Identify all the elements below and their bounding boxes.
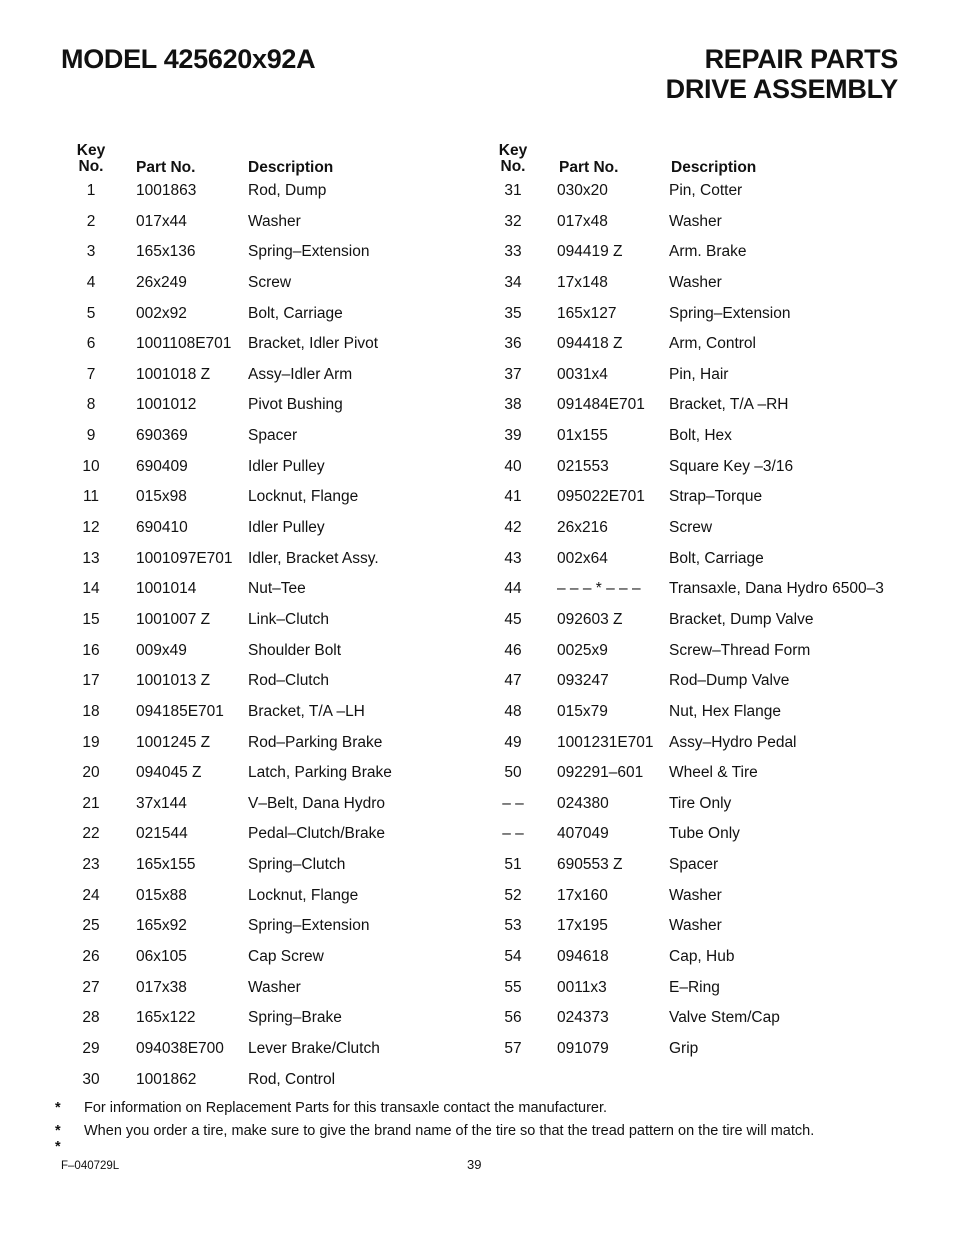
key-no-cell: 39 (504, 427, 522, 445)
description-cell: Locknut, Flange (248, 886, 359, 904)
description-cell: Washer (669, 886, 722, 904)
part-no-cell: 009x49 (136, 641, 187, 659)
table-row (492, 238, 912, 269)
description-cell: Pivot Bushing (248, 396, 343, 414)
table-row (70, 974, 470, 1005)
table-row (492, 637, 912, 668)
key-no-cell: 29 (82, 1039, 100, 1057)
part-no-cell: 017x44 (136, 212, 187, 230)
key-no-cell: – – (502, 825, 524, 843)
part-no-cell: 690410 (136, 519, 188, 537)
part-no-cell: 690369 (136, 427, 188, 445)
part-no-cell: 0011x3 (557, 978, 607, 996)
description-cell: Pin, Cotter (669, 182, 743, 199)
table-header-left (70, 143, 470, 177)
table-row (492, 729, 912, 760)
description-cell: Bracket, T/A –RH (669, 396, 789, 414)
part-no-cell: 17x195 (557, 917, 608, 935)
table-row (70, 514, 470, 545)
part-no-cell: 26x216 (557, 519, 608, 537)
description-cell: Transaxle, Dana Hydro 6500–3 (669, 580, 884, 598)
table-row (492, 667, 912, 698)
description-cell: Spring–Extension (669, 304, 791, 322)
part-no-cell: 17x148 (557, 273, 608, 291)
description-cell: Washer (669, 917, 722, 935)
description-cell: Square Key –3/16 (669, 457, 794, 475)
key-no-cell: 45 (504, 610, 522, 628)
key-no-cell: 7 (86, 365, 96, 383)
rows-left (70, 177, 470, 1096)
description-cell: Bracket, Idler Pivot (248, 335, 379, 353)
key-no-cell: 17 (82, 672, 100, 690)
description-cell: Spacer (669, 856, 719, 874)
table-row (492, 330, 912, 361)
table-row (492, 269, 912, 300)
description-cell: Tube Only (669, 825, 740, 843)
table-row (70, 851, 470, 882)
table-row (492, 177, 912, 208)
part-no-cell: 091079 (557, 1039, 609, 1057)
description-cell: Bolt, Carriage (248, 304, 343, 322)
key-no-cell: 24 (82, 886, 100, 904)
key-no-cell: 42 (504, 519, 522, 537)
table-row (70, 820, 470, 851)
table-row (70, 943, 470, 974)
table-row (492, 882, 912, 913)
part-no-cell: – – – * – – – (557, 580, 641, 598)
part-no-cell: 1001013 Z (136, 672, 211, 690)
part-no-cell: 094419 Z (557, 243, 623, 261)
description-cell: Lever Brake/Clutch (248, 1039, 380, 1057)
part-no-cell: 17x160 (557, 886, 608, 904)
part-no-cell: 1001018 Z (136, 365, 211, 383)
key-no-cell: 1 (86, 182, 96, 199)
table-row (70, 177, 470, 208)
description-cell: Nut, Hex Flange (669, 702, 781, 720)
key-no-cell: 11 (82, 488, 100, 506)
table-header-right (492, 143, 912, 177)
key-no-cell: 43 (504, 549, 522, 567)
description-cell: Valve Stem/Cap (669, 1009, 780, 1027)
table-row (492, 453, 912, 484)
table-row (70, 330, 470, 361)
description-cell: V–Belt, Dana Hydro (248, 794, 385, 812)
footnote-mark: * (55, 1100, 61, 1116)
key-no-header (70, 143, 112, 175)
key-no-cell: 47 (504, 672, 522, 690)
table-row (70, 790, 470, 821)
footnote-text: When you order a tire, make sure to give the brand name of the tire so that the tread pattern on the tire will match. (84, 1123, 815, 1139)
key-no-cell: 18 (82, 702, 100, 720)
part-no-cell: 094045 Z (136, 764, 202, 782)
part-no-cell: 1001007 Z (136, 610, 211, 628)
table-row (70, 391, 470, 422)
table-row (492, 575, 912, 606)
part-no-cell: 002x92 (136, 304, 187, 322)
key-no-cell: 33 (504, 243, 522, 261)
page-number: 39 (467, 1157, 482, 1172)
description-cell: Rod–Parking Brake (248, 733, 383, 751)
part-no-cell: 091484E701 (557, 396, 645, 414)
part-no-cell: 002x64 (557, 549, 608, 567)
part-no-header: Part No. (136, 159, 196, 176)
key-header-line1: Key (76, 142, 106, 159)
section-title-line2: DRIVE ASSEMBLY (665, 74, 898, 104)
key-no-cell: 52 (504, 886, 522, 904)
part-no-cell: 0031x4 (557, 365, 608, 383)
part-no-cell: 01x155 (557, 427, 608, 445)
table-row (492, 698, 912, 729)
table-row (492, 483, 912, 514)
table-row (70, 422, 470, 453)
key-no-header (492, 143, 534, 175)
description-cell: Rod, Dump (248, 182, 327, 199)
description-cell: Arm. Brake (669, 243, 747, 261)
description-cell: Cap Screw (248, 948, 324, 966)
description-cell: Cap, Hub (669, 948, 735, 966)
rows-right (492, 177, 912, 1066)
key-no-cell: 27 (82, 978, 100, 996)
table-row (492, 606, 912, 637)
description-cell: Grip (669, 1039, 699, 1057)
description-cell: Strap–Torque (669, 488, 763, 506)
key-no-cell: 40 (504, 457, 522, 475)
part-no-cell: 1001108E701 (136, 335, 232, 353)
table-row (492, 300, 912, 331)
part-no-cell: 26x249 (136, 273, 187, 291)
description-cell: Idler Pulley (248, 519, 325, 537)
key-no-cell: 44 (504, 580, 522, 598)
section-title (666, 44, 898, 104)
description-header: Description (671, 159, 757, 176)
part-no-cell: 1001245 Z (136, 733, 211, 751)
part-no-cell: 094618 (557, 948, 609, 966)
table-row (70, 606, 470, 637)
description-cell: Locknut, Flange (248, 488, 359, 506)
part-no-cell: 015x88 (136, 886, 187, 904)
table-row (70, 1066, 470, 1097)
description-cell: Pedal–Clutch/Brake (248, 825, 385, 843)
key-header-line1: Key (498, 142, 528, 159)
description-cell: Bracket, Dump Valve (669, 610, 814, 628)
table-row (492, 851, 912, 882)
key-no-cell: 9 (86, 427, 96, 445)
key-no-cell: 31 (504, 182, 522, 199)
key-no-cell: 41 (504, 488, 522, 506)
key-no-cell: 12 (82, 519, 100, 537)
table-row (70, 269, 470, 300)
part-no-cell: 1001231E701 (557, 733, 654, 751)
table-row (492, 1035, 912, 1066)
description-cell: Link–Clutch (248, 610, 329, 628)
part-no-cell: 024373 (557, 1009, 609, 1027)
table-row (492, 820, 912, 851)
table-row (70, 300, 470, 331)
footnote-text: For information on Replacement Parts for this transaxle contact the manufacturer. (84, 1100, 608, 1116)
key-no-cell: 51 (504, 856, 522, 874)
table-row (70, 882, 470, 913)
key-no-cell: 4 (86, 273, 96, 291)
description-cell: Idler, Bracket Assy. (248, 549, 379, 567)
part-no-cell: 1001014 (136, 580, 197, 598)
key-no-cell: 37 (504, 365, 522, 383)
section-title-line1: REPAIR PARTS (704, 44, 898, 74)
table-row (492, 912, 912, 943)
description-cell: E–Ring (669, 978, 720, 996)
table-row (492, 545, 912, 576)
description-cell: Spacer (248, 427, 298, 445)
key-no-cell: 23 (82, 856, 100, 874)
table-row (70, 912, 470, 943)
key-no-cell: 5 (86, 304, 96, 322)
key-no-cell: 25 (82, 917, 100, 935)
part-no-cell: 407049 (557, 825, 609, 843)
table-row (70, 453, 470, 484)
part-no-cell: 092603 Z (557, 610, 623, 628)
key-no-cell: 6 (86, 335, 96, 353)
key-header-line2: No. (500, 158, 526, 175)
part-no-cell: 165x127 (557, 304, 617, 322)
table-row (492, 422, 912, 453)
table-row (492, 391, 912, 422)
part-no-cell: 1001862 (136, 1070, 197, 1088)
key-no-cell: 56 (504, 1009, 522, 1027)
key-no-cell: 3 (86, 243, 96, 261)
description-header: Description (248, 159, 334, 176)
key-no-cell: 30 (82, 1070, 100, 1088)
description-cell: Rod–Clutch (248, 672, 329, 690)
key-no-cell: 57 (504, 1039, 522, 1057)
table-row (492, 208, 912, 239)
document-code: F–040729L (61, 1160, 120, 1172)
description-cell: Bolt, Carriage (669, 549, 764, 567)
table-row (70, 637, 470, 668)
part-no-cell: 092291–601 (557, 764, 644, 782)
key-no-cell: 21 (82, 794, 100, 812)
description-cell: Screw (248, 273, 292, 291)
key-no-cell: 15 (82, 610, 100, 628)
part-no-cell: 690553 Z (557, 856, 623, 874)
description-cell: Assy–Idler Arm (248, 365, 353, 383)
description-cell: Bracket, T/A –LH (248, 702, 365, 720)
part-no-cell: 017x48 (557, 212, 608, 230)
table-row (70, 361, 470, 392)
model-title: MODEL 425620x92A (61, 44, 316, 74)
table-row (70, 483, 470, 514)
part-no-cell: 094418 Z (557, 335, 623, 353)
key-no-cell: 14 (82, 580, 100, 598)
part-no-cell: 015x79 (557, 702, 608, 720)
part-no-cell: 093247 (557, 672, 609, 690)
key-no-cell: 50 (504, 764, 522, 782)
key-no-cell: 28 (82, 1009, 100, 1027)
key-no-cell: 55 (504, 978, 522, 996)
key-no-cell: 48 (504, 702, 522, 720)
description-cell: Spring–Clutch (248, 856, 346, 874)
part-no-cell: 165x122 (136, 1009, 196, 1027)
description-cell: Washer (248, 212, 301, 230)
key-no-cell: 10 (82, 457, 100, 475)
key-no-cell: 20 (82, 764, 100, 782)
description-cell: Spring–Brake (248, 1009, 342, 1027)
part-no-cell: 0025x9 (557, 641, 608, 659)
table-row (70, 238, 470, 269)
key-no-cell: 2 (86, 212, 96, 230)
part-no-cell: 021553 (557, 457, 609, 475)
key-no-cell: 54 (504, 948, 522, 966)
table-row (70, 575, 470, 606)
key-no-cell: 38 (504, 396, 522, 414)
part-no-cell: 690409 (136, 457, 188, 475)
description-cell: Rod–Dump Valve (669, 672, 790, 690)
part-no-cell: 165x136 (136, 243, 196, 261)
table-row (492, 1004, 912, 1035)
description-cell: Washer (248, 978, 301, 996)
part-no-cell: 1001097E701 (136, 549, 233, 567)
table-row (492, 943, 912, 974)
key-no-cell: 16 (82, 641, 100, 659)
part-no-cell: 095022E701 (557, 488, 645, 506)
table-row (492, 974, 912, 1005)
part-no-cell: 030x20 (557, 182, 608, 199)
key-no-cell: 46 (504, 641, 522, 659)
part-no-cell: 1001863 (136, 182, 197, 199)
description-cell: Pin, Hair (669, 365, 729, 383)
description-cell: Washer (669, 273, 722, 291)
footnote-mark: * * (55, 1123, 61, 1155)
table-row (492, 514, 912, 545)
part-no-cell: 1001012 (136, 396, 197, 414)
description-cell: Rod, Control (248, 1070, 336, 1088)
description-cell: Shoulder Bolt (248, 641, 342, 659)
key-no-cell: 26 (82, 948, 100, 966)
parts-table-right (492, 143, 912, 1066)
table-row (70, 698, 470, 729)
part-no-cell: 165x92 (136, 917, 187, 935)
part-no-cell: 094185E701 (136, 702, 224, 720)
key-no-cell: 53 (504, 917, 522, 935)
table-row (492, 790, 912, 821)
key-no-cell: 8 (86, 396, 96, 414)
description-cell: Screw (669, 519, 713, 537)
key-no-cell: 49 (504, 733, 522, 751)
key-header-line2: No. (78, 158, 104, 175)
description-cell: Nut–Tee (248, 580, 306, 598)
part-no-cell: 094038E700 (136, 1039, 224, 1057)
description-cell: Spring–Extension (248, 917, 370, 935)
table-row (70, 208, 470, 239)
description-cell: Idler Pulley (248, 457, 325, 475)
description-cell: Assy–Hydro Pedal (669, 733, 797, 751)
parts-table-left (70, 143, 470, 1096)
key-no-cell: 13 (82, 549, 100, 567)
description-cell: Wheel & Tire (669, 764, 758, 782)
part-no-cell: 017x38 (136, 978, 187, 996)
table-row (70, 759, 470, 790)
part-no-cell: 015x98 (136, 488, 187, 506)
description-cell: Arm, Control (669, 335, 756, 353)
table-row (70, 545, 470, 576)
table-row (70, 1035, 470, 1066)
description-cell: Screw–Thread Form (669, 641, 811, 659)
key-no-cell: 35 (504, 304, 522, 322)
key-no-cell: – – (502, 794, 524, 812)
part-no-cell: 37x144 (136, 794, 187, 812)
key-no-cell: 34 (504, 273, 522, 291)
description-cell: Latch, Parking Brake (248, 764, 392, 782)
part-no-cell: 024380 (557, 794, 609, 812)
key-no-cell: 36 (504, 335, 522, 353)
description-cell: Washer (669, 212, 722, 230)
key-no-cell: 22 (82, 825, 100, 843)
part-no-cell: 165x155 (136, 856, 196, 874)
part-no-cell: 021544 (136, 825, 188, 843)
description-cell: Tire Only (669, 794, 732, 812)
key-no-cell: 19 (82, 733, 100, 751)
table-row (492, 759, 912, 790)
description-cell: Spring–Extension (248, 243, 370, 261)
table-row (70, 729, 470, 760)
key-no-cell: 32 (504, 212, 522, 230)
part-no-cell: 06x105 (136, 948, 187, 966)
description-cell: Bolt, Hex (669, 427, 732, 445)
part-no-header: Part No. (559, 159, 619, 176)
table-row (70, 1004, 470, 1035)
table-row (70, 667, 470, 698)
table-row (492, 361, 912, 392)
